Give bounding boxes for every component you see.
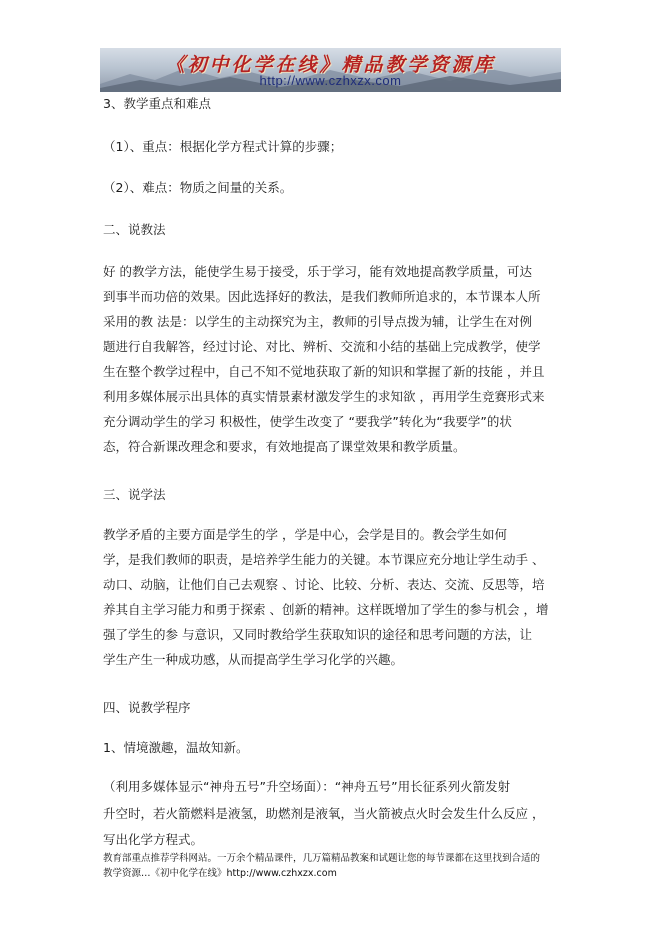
section-heading: 二、说教法: [103, 222, 166, 237]
paragraph-line: 到事半而功倍的效果。因此选择好的教法，是我们教师所追求的，本节课本人所: [103, 289, 541, 304]
banner-url[interactable]: http://www.czhxzx.com: [259, 73, 402, 88]
header-banner: [100, 48, 561, 92]
paragraph-line: 题进行自我解答，经过讨论、对比、辨析、交流和小结的基础上完成教学，使学: [103, 339, 541, 354]
paragraph-line: 好 的教学方法，能使学生易于接受，乐于学习，能有效地提高教学质量，可达: [103, 264, 532, 279]
banner-title: 《初中化学在线》精品教学资源库: [165, 54, 496, 76]
footer-line[interactable]: 教学资源…《初中化学在线》http://www.czhxzx.com: [103, 868, 337, 879]
paragraph-line: 养其自主学习能力和勇于探索 、创新的精神。这样既增加了学生的参与机会 ，增: [103, 602, 549, 617]
paragraph-line: 强了学生的参 与意识，又同时教给学生获取知识的途径和思考问题的方法，让: [103, 627, 532, 642]
paragraph-line: 充分调动学生的学习 积极性，使学生改变了 “要我学”转化为“我要学”的状: [103, 414, 512, 429]
paragraph-line: 采用的教 法是：以学生的主动探究为主，教师的引导点拨为辅，让学生在对例: [103, 314, 532, 329]
footer-line: 教育部重点推荐学科网站。一万余个精品课件，几万篇精品教案和试题让您的每节课都在这里找到合适的: [103, 853, 541, 864]
paragraph-line: 动口、动脑，让他们自己去观察 、讨论、比较、分析、表达、交流、反思等，培: [103, 577, 545, 592]
paragraph-line: 升空时，若火箭燃料是液氢，助燃剂是液氧，当火箭被点火时会发生什么反应 ，: [103, 806, 545, 821]
paragraph-line: 利用多媒体展示出具体的真实情景素材激发学生的求知欲 ，再用学生竞赛形式来: [103, 389, 545, 404]
section-heading: 四、说教学程序: [103, 700, 191, 715]
paragraph-line: 教学矛盾的主要方面是学生的学 ，学是中心，会学是目的。教会学生如何: [103, 527, 507, 542]
paragraph-line: 写出化学方程式。: [103, 832, 204, 847]
paragraph-line: （利用多媒体显示“神舟五号”升空场面）：“神舟五号”用长征系列火箭发射: [103, 779, 511, 794]
paragraph-line: 1、情境激趣，温故知新。: [103, 740, 249, 755]
section-heading: 三、说学法: [103, 487, 166, 502]
paragraph-line: 生在整个教学过程中，自己不知不觉地获取了新的知识和掌握了新的技能 ，并且: [103, 364, 545, 379]
paragraph-line: 学，是我们教师的职责，是培养学生能力的关键。本节课应充分地让学生动手 、: [103, 552, 545, 567]
paragraph-line: 态，符合新课改理念和要求，有效地提高了课堂效果和教学质量。: [103, 439, 466, 454]
section-heading: 3、教学重点和难点: [103, 96, 211, 111]
paragraph-line: 学生产生一种成功感，从而提高学生学习化学的兴趣。: [103, 652, 404, 667]
paragraph-line: （1）、重点：根据化学方程式计算的步骤；: [103, 139, 343, 154]
paragraph-line: （2）、难点：物质之间量的关系。: [103, 180, 293, 195]
